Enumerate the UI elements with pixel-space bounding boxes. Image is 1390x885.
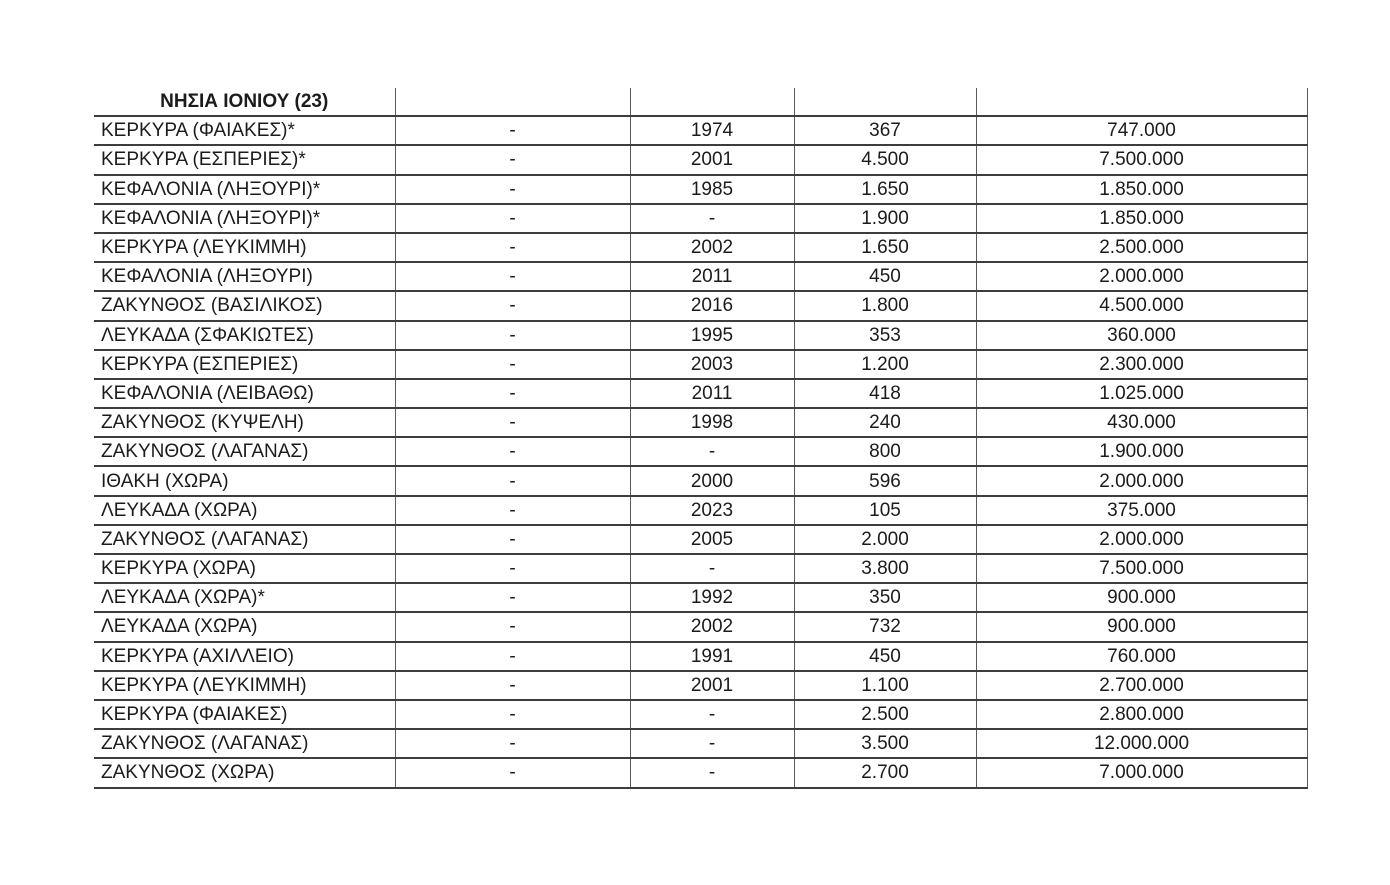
year-cell: 2002 [630, 612, 794, 641]
year-cell: 2016 [630, 291, 794, 320]
col4-cell: 2.700 [794, 758, 976, 787]
name-cell: ΚΕΡΚΥΡΑ (ΧΩΡΑ) [94, 554, 395, 583]
col2-cell: - [395, 379, 630, 408]
table-row [94, 408, 1307, 437]
year-cell: 1998 [630, 408, 794, 437]
name-cell: ΖΑΚΥΝΘΟΣ (ΚΥΨΕΛΗ) [94, 408, 395, 437]
name-cell: ΚΕΡΚΥΡΑ (ΦΑΙΑΚΕΣ) [94, 700, 395, 729]
name-cell: ΚΕΡΚΥΡΑ (ΕΣΠΕΡΙΕΣ) [94, 350, 395, 379]
col4-cell: 240 [794, 408, 976, 437]
name-cell: ΚΕΡΚΥΡΑ (ΕΣΠΕΡΙΕΣ)* [94, 145, 395, 174]
col2-cell: - [395, 175, 630, 204]
table-row [94, 175, 1307, 204]
col4-cell: 2.000 [794, 525, 976, 554]
col5-cell: 2.800.000 [976, 700, 1307, 729]
col4-cell: 3.800 [794, 554, 976, 583]
col5-cell: 900.000 [976, 583, 1307, 612]
year-cell: 2001 [630, 671, 794, 700]
year-cell: - [630, 729, 794, 758]
col2-cell: - [395, 321, 630, 350]
col2-cell: - [395, 496, 630, 525]
name-cell: ΙΘΑΚΗ (ΧΩΡΑ) [94, 466, 395, 495]
col5-cell: 900.000 [976, 612, 1307, 641]
table-row [94, 758, 1307, 787]
table-row [94, 700, 1307, 729]
table-row [94, 116, 1307, 145]
col4-cell: 1.100 [794, 671, 976, 700]
name-cell: ΚΕΦΑΛΟΝΙΑ (ΛΗΞΟΥΡΙ)* [94, 175, 395, 204]
col2-cell: - [395, 408, 630, 437]
table-row [94, 204, 1307, 233]
year-cell: 2005 [630, 525, 794, 554]
year-cell: 2001 [630, 145, 794, 174]
name-cell: ΚΕΦΑΛΟΝΙΑ (ΛΗΞΟΥΡΙ) [94, 262, 395, 291]
col2-cell: - [395, 350, 630, 379]
col5-cell: 1.850.000 [976, 175, 1307, 204]
col4-cell: 1.650 [794, 233, 976, 262]
col5-cell: 2.500.000 [976, 233, 1307, 262]
name-cell: ΖΑΚΥΝΘΟΣ (ΛΑΓΑΝΑΣ) [94, 729, 395, 758]
year-cell: 1992 [630, 583, 794, 612]
table-row [94, 350, 1307, 379]
col2-cell: - [395, 612, 630, 641]
name-cell: ΚΕΦΑΛΟΝΙΑ (ΛΗΞΟΥΡΙ)* [94, 204, 395, 233]
col4-cell: 350 [794, 583, 976, 612]
col5-cell: 1.900.000 [976, 437, 1307, 466]
col5-cell: 7.000.000 [976, 758, 1307, 787]
col4-cell: 450 [794, 262, 976, 291]
table-header-row [94, 88, 1307, 116]
col5-cell: 2.000.000 [976, 466, 1307, 495]
col2-cell: - [395, 525, 630, 554]
table-row [94, 379, 1307, 408]
col2-cell: - [395, 729, 630, 758]
name-cell: ΚΕΡΚΥΡΑ (ΛΕΥΚΙΜΜΗ) [94, 233, 395, 262]
table-row [94, 262, 1307, 291]
year-cell: - [630, 554, 794, 583]
name-cell: ΛΕΥΚΑΔΑ (ΣΦΑΚΙΩΤΕΣ) [94, 321, 395, 350]
col4-cell: 2.500 [794, 700, 976, 729]
header-cell-col3 [630, 88, 794, 116]
year-cell: 1995 [630, 321, 794, 350]
name-cell: ΖΑΚΥΝΘΟΣ (ΛΑΓΑΝΑΣ) [94, 525, 395, 554]
col2-cell: - [395, 291, 630, 320]
name-cell: ΚΕΦΑΛΟΝΙΑ (ΛΕΙΒΑΘΩ) [94, 379, 395, 408]
name-cell: ΛΕΥΚΑΔΑ (ΧΩΡΑ) [94, 496, 395, 525]
header-cell-col2 [395, 88, 630, 116]
col5-cell: 12.000.000 [976, 729, 1307, 758]
table-row [94, 729, 1307, 758]
col5-cell: 2.700.000 [976, 671, 1307, 700]
col2-cell: - [395, 437, 630, 466]
col4-cell: 105 [794, 496, 976, 525]
col4-cell: 1.650 [794, 175, 976, 204]
col4-cell: 353 [794, 321, 976, 350]
col2-cell: - [395, 554, 630, 583]
col5-cell: 1.850.000 [976, 204, 1307, 233]
year-cell: - [630, 700, 794, 729]
table-row [94, 583, 1307, 612]
name-cell: ΛΕΥΚΑΔΑ (ΧΩΡΑ) [94, 612, 395, 641]
header-cell-col5 [976, 88, 1307, 116]
header-cell-col4 [794, 88, 976, 116]
col5-cell: 7.500.000 [976, 554, 1307, 583]
col5-cell: 2.300.000 [976, 350, 1307, 379]
year-cell: 1991 [630, 642, 794, 671]
year-cell: 2000 [630, 466, 794, 495]
name-cell: ΚΕΡΚΥΡΑ (ΛΕΥΚΙΜΜΗ) [94, 671, 395, 700]
year-cell: 2011 [630, 379, 794, 408]
name-cell: ΖΑΚΥΝΘΟΣ (ΛΑΓΑΝΑΣ) [94, 437, 395, 466]
year-cell: 1974 [630, 116, 794, 145]
table-row [94, 671, 1307, 700]
ionian-islands-table [94, 88, 1308, 789]
table-row [94, 525, 1307, 554]
col4-cell: 418 [794, 379, 976, 408]
col4-cell: 450 [794, 642, 976, 671]
col2-cell: - [395, 758, 630, 787]
name-cell: ΛΕΥΚΑΔΑ (ΧΩΡΑ)* [94, 583, 395, 612]
name-cell: ΚΕΡΚΥΡΑ (ΦΑΙΑΚΕΣ)* [94, 116, 395, 145]
table-row [94, 321, 1307, 350]
table-row [94, 642, 1307, 671]
col4-cell: 800 [794, 437, 976, 466]
col4-cell: 1.800 [794, 291, 976, 320]
col2-cell: - [395, 700, 630, 729]
col5-cell: 4.500.000 [976, 291, 1307, 320]
name-cell: ΖΑΚΥΝΘΟΣ (ΧΩΡΑ) [94, 758, 395, 787]
col5-cell: 375.000 [976, 496, 1307, 525]
col4-cell: 732 [794, 612, 976, 641]
col2-cell: - [395, 233, 630, 262]
col5-cell: 747.000 [976, 116, 1307, 145]
year-cell: 2023 [630, 496, 794, 525]
year-cell: - [630, 758, 794, 787]
col5-cell: 2.000.000 [976, 525, 1307, 554]
col2-cell: - [395, 671, 630, 700]
col2-cell: - [395, 145, 630, 174]
table-row [94, 291, 1307, 320]
table-row [94, 466, 1307, 495]
col2-cell: - [395, 583, 630, 612]
col5-cell: 360.000 [976, 321, 1307, 350]
table-row [94, 612, 1307, 641]
col5-cell: 2.000.000 [976, 262, 1307, 291]
col2-cell: - [395, 262, 630, 291]
table-row [94, 437, 1307, 466]
table-row [94, 145, 1307, 174]
name-cell: ΖΑΚΥΝΘΟΣ (ΒΑΣΙΛΙΚΟΣ) [94, 291, 395, 320]
year-cell: 2003 [630, 350, 794, 379]
year-cell: - [630, 437, 794, 466]
col2-cell: - [395, 466, 630, 495]
col2-cell: - [395, 116, 630, 145]
col4-cell: 1.900 [794, 204, 976, 233]
table-row [94, 496, 1307, 525]
year-cell: 2011 [630, 262, 794, 291]
year-cell: 2002 [630, 233, 794, 262]
table-row [94, 554, 1307, 583]
name-cell: ΚΕΡΚΥΡΑ (ΑΧΙΛΛΕΙΟ) [94, 642, 395, 671]
col4-cell: 596 [794, 466, 976, 495]
table-title: ΝΗΣΙΑ ΙΟΝΙΟΥ (23) [94, 88, 395, 116]
col5-cell: 430.000 [976, 408, 1307, 437]
col5-cell: 1.025.000 [976, 379, 1307, 408]
year-cell: 1985 [630, 175, 794, 204]
col5-cell: 760.000 [976, 642, 1307, 671]
year-cell: - [630, 204, 794, 233]
col5-cell: 7.500.000 [976, 145, 1307, 174]
col2-cell: - [395, 642, 630, 671]
col4-cell: 367 [794, 116, 976, 145]
table-row [94, 233, 1307, 262]
col4-cell: 4.500 [794, 145, 976, 174]
col4-cell: 1.200 [794, 350, 976, 379]
table-body [94, 116, 1307, 787]
col2-cell: - [395, 204, 630, 233]
col4-cell: 3.500 [794, 729, 976, 758]
